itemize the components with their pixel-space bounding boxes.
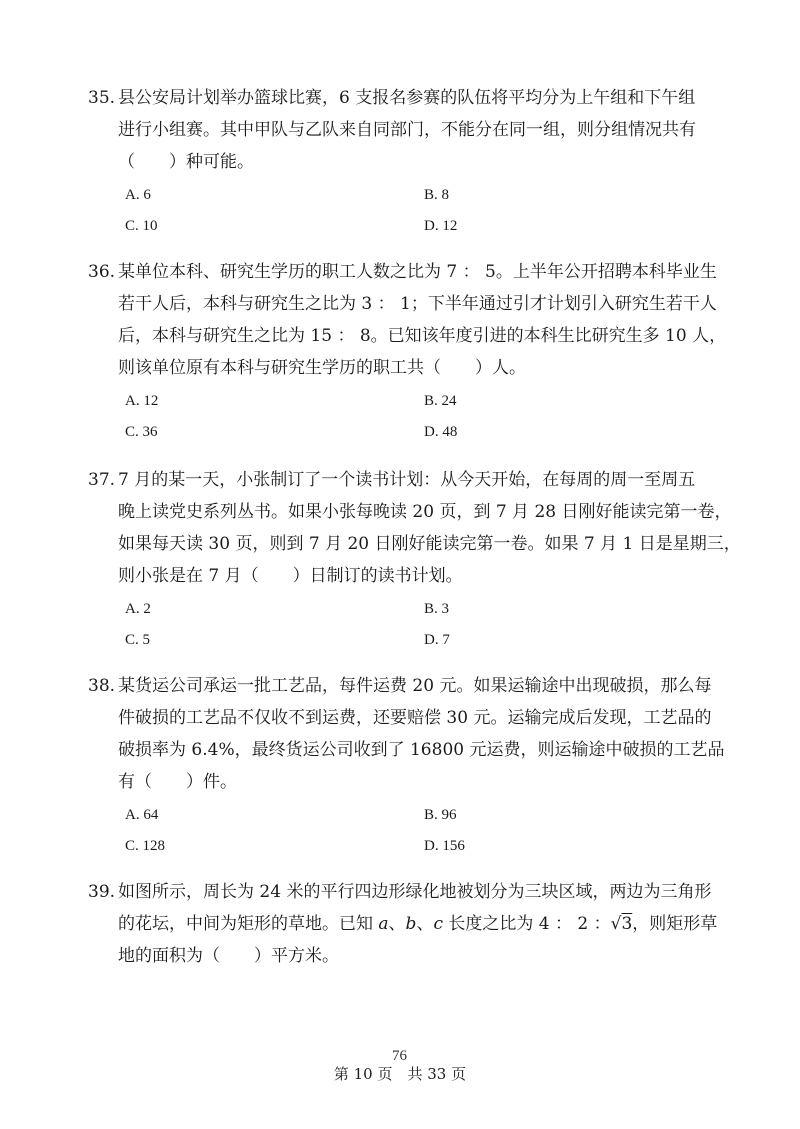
question-number: 37. <box>88 470 116 490</box>
question-number: 36. <box>88 262 116 282</box>
question-text-line: 某单位本科、研究生学历的职工人数之比为 7 ： 5。上半年公开招聘本科毕业生 <box>118 262 717 282</box>
options-group <box>88 800 728 862</box>
question-38 <box>88 670 728 862</box>
page-footer: 第 10 页 共 33 页 <box>333 1065 467 1083</box>
question-text-line: 如图所示，周长为 24 米的平行四边形绿化地被划分为三块区域，两边为三角形 <box>118 882 712 902</box>
page-stamp-number: 76 <box>392 1048 407 1064</box>
option-c: C. 128 <box>125 838 166 854</box>
options-group <box>88 180 728 242</box>
question-35 <box>88 82 728 242</box>
question-text-line: 件破损的工艺品不仅收不到运费，还要赔偿 30 元。运输完成后发现，工艺品的 <box>118 708 712 728</box>
option-b: B. 96 <box>424 807 457 823</box>
question-text-line: 如果每天读 30 页，则到 7 月 20 日刚好能读完第一卷。如果 7 月 1 日是星期三， <box>118 534 741 554</box>
option-a: A. 6 <box>125 187 151 203</box>
options-group <box>88 386 728 448</box>
variable-c: c <box>433 914 443 934</box>
question-text-line: 若干人后，本科与研究生之比为 3 ： 1；下半年通过引才计划引入研究生若干人 <box>118 294 717 314</box>
question-text-line: 进行小组赛。其中甲队与乙队来自同部门，不能分在同一组，则分组情况共有 <box>118 120 696 140</box>
question-text-line: 地的面积为（ ）平方米。 <box>118 946 339 966</box>
question-36 <box>88 256 728 448</box>
question-number: 39. <box>88 882 116 902</box>
question-text-line: 后，本科与研究生之比为 15 ： 8。已知该年度引进的本科生比研究生多 10 人， <box>118 326 727 346</box>
option-c: C. 10 <box>125 218 158 234</box>
question-text-line: 则该单位原有本科与研究生学历的职工共（ ）人。 <box>118 358 526 378</box>
option-d: D. 7 <box>424 632 450 648</box>
variable-b: b <box>405 914 417 934</box>
question-text-line: （ ）种可能。 <box>118 152 254 172</box>
option-a: A. 64 <box>125 807 159 823</box>
option-d: D. 12 <box>424 218 458 234</box>
option-d: D. 48 <box>424 424 458 440</box>
question-number: 35. <box>88 88 116 108</box>
sqrt-argument: 3 <box>621 914 633 934</box>
question-text-line: 7 月的某一天，小张制订了一个读书计划：从今天开始，在每周的周一至周五 <box>118 470 696 490</box>
question-text-line: 则小张是在 7 月（ ）日制订的读书计划。 <box>118 566 463 586</box>
question-text-line: 晚上读党史系列丛书。如果小张每晚读 20 页，到 7 月 28 日刚好能读完第一卷， <box>118 502 732 522</box>
question-39 <box>88 876 728 972</box>
option-a: A. 12 <box>125 393 159 409</box>
question-text-line: 的花坛，中间为矩形的草地。已知 a、b、c 长度之比为 4 ： 2 ：√3，则矩形草 <box>118 914 718 934</box>
question-text-line: 县公安局计划举办篮球比赛，6 支报名参赛的队伍将平均分为上午组和下午组 <box>118 88 696 108</box>
variable-a: a <box>378 914 389 934</box>
option-d: D. 156 <box>424 838 465 854</box>
options-group <box>88 594 728 656</box>
question-37 <box>88 464 741 656</box>
question-text-line: 某货运公司承运一批工艺品，每件运费 20 元。如果运输途中出现破损，那么每 <box>118 676 712 696</box>
question-number: 38. <box>88 676 116 696</box>
option-c: C. 36 <box>125 424 158 440</box>
option-b: B. 8 <box>424 187 450 203</box>
sqrt-sign: √ <box>610 914 622 934</box>
option-b: B. 3 <box>424 601 450 617</box>
question-text-line: 有（ ）件。 <box>118 772 237 792</box>
option-c: C. 5 <box>125 632 151 648</box>
option-b: B. 24 <box>424 393 457 409</box>
option-a: A. 2 <box>125 601 151 617</box>
question-text-line: 破损率为 6.4%，最终货运公司收到了 16800 元运费，则运输途中破损的工艺品 <box>118 740 725 760</box>
